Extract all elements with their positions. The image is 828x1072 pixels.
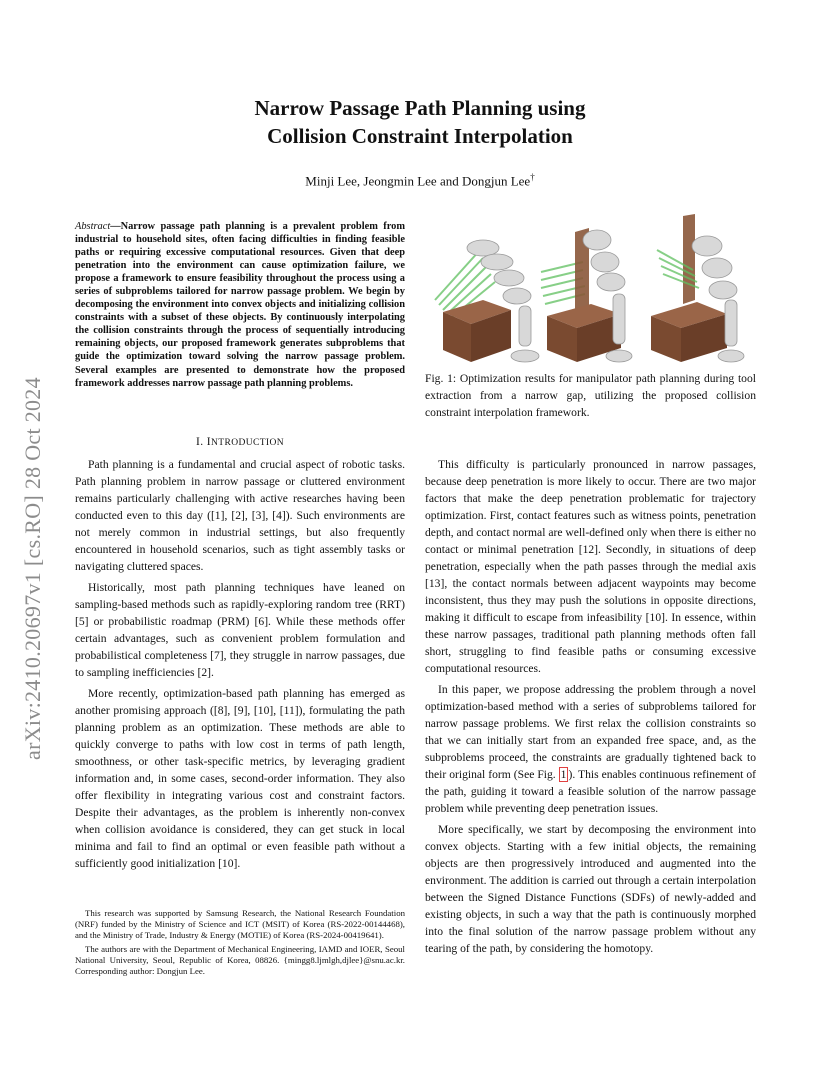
- section-first-letter: I: [206, 436, 211, 448]
- footnote-affiliation: The authors are with the Department of Mechanical Engineering, IAMD and IOER, Seoul National University, Seoul, Republic of Korea, 08826. {mingg8.ljmlgh,djlee}@snu.ac.kr. Corresponding author: Dongjun Lee.: [75, 943, 405, 977]
- obstacle-box: [443, 300, 511, 362]
- section-rest: NTRODUCTION: [211, 438, 285, 448]
- footnote: [75, 908, 405, 979]
- right-paragraph: [425, 681, 756, 817]
- right-paragraph-part: ). This enables continuous refinement of the path, guiding it toward a feasible solution of the narrow passage problem while preventing deep penetration issues.: [425, 768, 756, 815]
- title-line-1: Narrow Passage Path Planning using: [254, 96, 586, 120]
- figure-1-caption: Fig. 1: Optimization results for manipulator path planning during tool extraction from a narrow gap, utilizing the proposed collision constraint interpolation framework.: [425, 372, 756, 419]
- figure-panel-3: [651, 214, 744, 362]
- title-line-2: Collision Constraint Interpolation: [267, 124, 573, 148]
- figure-panel-1: [435, 240, 539, 362]
- figure-1-robot-illustration: [425, 210, 756, 370]
- abstract-label: Abstract: [75, 221, 111, 232]
- abstract: [75, 220, 405, 390]
- right-paragraph-part: In this paper, we propose addressing the problem through a novel optimization-based method with a series of subproblems tailored for narrow passage problems. We first relax the collision constraints so that we can initially start from an expanded free space, and, as the subproblems proceed, the constraints are gradually tightened back to their original form (See Fig.: [425, 683, 756, 781]
- right-column-body: [425, 456, 756, 961]
- section-heading-introduction: [75, 436, 405, 448]
- right-paragraph: More specifically, we start by decomposing the environment into convex objects. Starting with a few initial objects, the remaining objects are then progressively introduced and augmented into the environment. The addition is carried out through a certain interpolation between the Signed Distance Functions (SDFs) of newly-added and existing objects, in such a way that the path is continuously morphed into the final solution of the narrow passage problem without any tearing of the path, by considering the homotopy.: [425, 823, 756, 955]
- obstacle-wall-and-box: [547, 228, 621, 362]
- author-names: Minji Lee, Jeongmin Lee and Dongjun Lee: [305, 173, 531, 189]
- intro-paragraph: More recently, optimization-based path planning has emerged as another promising approach ([8], [9], [10], [11]), formulating the path planning problem as an optimization. These methods are able to quickly converge to paths with low cost in terms of path length, smoothness, or other task-specific metrics, by leveraging gradient information and, in some cases, second-order information. They also offer flexibility in integrating various cost and constraint factors. Despite their advantages, as the problem is inherently non-convex when collision avoidance is considered, they can get stuck in local minima and fail to find an optimal or even feasible path without a sufficiently good initialization [10].: [75, 687, 405, 870]
- introduction-body: [75, 456, 405, 876]
- arxiv-identifier: arXiv:2410.20697v1 [cs.RO] 28 Oct 2024: [20, 377, 45, 760]
- figure-panel-2: [541, 228, 632, 362]
- footnote-funding: This research was supported by Samsung Research, the National Research Foundation (NRF) funded by the Ministry of Science and ICT (MSIT) of Korea (RS-2022-00144468), and the Ministry of Trade, Industry & Energy (MOTIE) of Korea (RS-2024-00419641).: [75, 908, 405, 941]
- abstract-text: Narrow passage path planning is a prevalent problem from industrial to household sites, often facing difficulties in finding feasible paths or requiring excessive computational resources. Given that deep penetration into the environment can cause optimization failure, we propose a framework to ensure feasibility throughout the process using a series of subproblems tailored for narrow passage problem. We begin by decomposing the environment into convex objects and initializing collision constraints with a subset of these objects. By continuously interpolating the collision constraints through the process of sequentially introducing remaining objects, our proposed framework generates subproblems that guide the optimization toward solving the narrow passage problem. Several examples are presented to demonstrate how the proposed framework addresses narrow passage path planning problems.: [75, 221, 405, 389]
- right-paragraph: This difficulty is particularly pronounced in narrow passages, because deep penetration is more likely to occur. There are two major factors that make the deep penetration problematic for trajectory optimization. First, contact features such as witness points, penetration depth, and contact normal are well-defined only when there is either no contact or minimal penetration [12]. Secondly, in situations of deep penetration, especially when the path passes through the medial axis [13], the contact normals between adjacent waypoints may become inconsistent, thus they may push the solutions in opposite directions, making it difficult to escape from infeasibility [10]. In essence, within these narrow passages, traditional path planning methods often fall short, struggling to find feasible paths or consuming excessive computational resources.: [425, 458, 756, 675]
- section-number: I.: [195, 436, 204, 448]
- author-list: [120, 172, 720, 189]
- abstract-dash: —: [110, 221, 121, 232]
- figure-reference-link[interactable]: 1: [560, 768, 567, 781]
- intro-paragraph: Historically, most path planning techniques have leaned on sampling-based methods such as rapidly-exploring random tree (RRT) [5] or probabilistic roadmap (PRM) [6]. While these methods offer certain advantages, such as convenient problem formulation and probabilistical completeness [7], they struggle in narrow passages, due to sampling inefficiencies [2].: [75, 581, 405, 679]
- paper-title: [120, 94, 720, 150]
- intro-paragraph: Path planning is a fundamental and crucial aspect of robotic tasks. Path planning problem in narrow passage or cluttered environment remains particularly challenging with active researches having been conducted even to this day ([1], [2], [3], [4]). Such environments are not merely common in industrial settings, but also frequently encountered in household scenarios, such as tight assembly tasks or navigating cluttered spaces.: [75, 458, 405, 573]
- author-mark: †: [530, 172, 535, 182]
